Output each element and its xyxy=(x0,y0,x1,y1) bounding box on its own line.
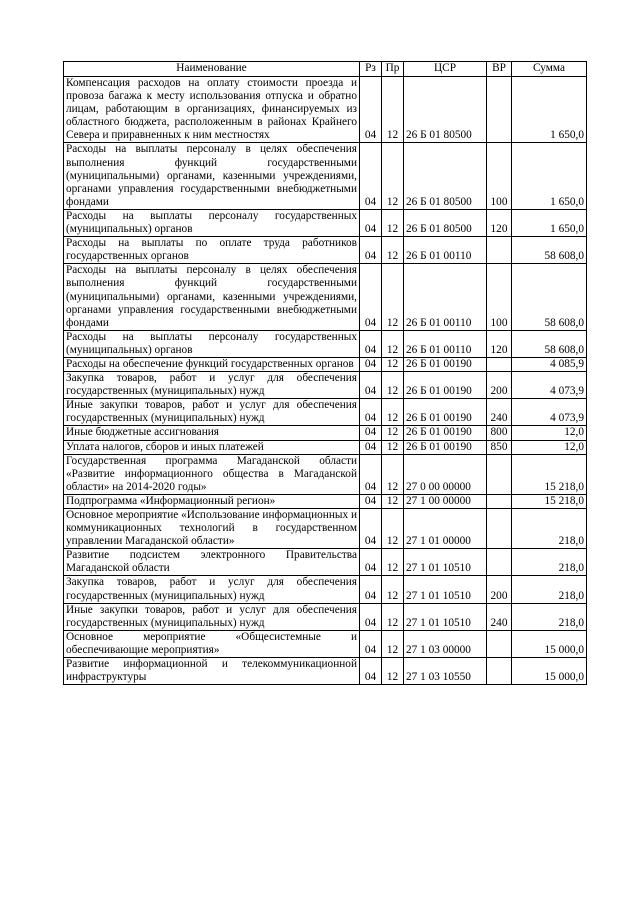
cell-name: Развитие информационной и телекоммуникационной инфраструктуры xyxy=(64,658,360,685)
cell-pr: 12 xyxy=(382,549,404,576)
cell-name: Иные закупки товаров, работ и услуг для обеспечения государственных (муниципальных) нужд xyxy=(64,603,360,630)
cell-name: Государственная программа Магаданской области «Развитие информационного общества в Магаданской области» на 2014-2020 годы» xyxy=(64,454,360,494)
cell-rz: 04 xyxy=(360,494,382,508)
cell-rz: 04 xyxy=(360,658,382,685)
cell-sum: 1 650,0 xyxy=(512,77,587,143)
cell-csr: 27 1 01 10510 xyxy=(404,603,487,630)
cell-rz: 04 xyxy=(360,426,382,440)
table-row xyxy=(64,494,587,508)
cell-sum: 1 650,0 xyxy=(512,209,587,236)
cell-name: Основное мероприятие «Использование информационных и коммуникационных технологий в государственном управлении Магаданской области» xyxy=(64,509,360,549)
cell-csr: 27 1 03 10550 xyxy=(404,658,487,685)
cell-sum: 15 000,0 xyxy=(512,658,587,685)
cell-name: Расходы на выплаты персоналу в целях обеспечения выполнения функций государственными (муниципальными) органами, казенными учреждениями, органами управления государственными внебюджетными фондами xyxy=(64,143,360,209)
cell-pr: 12 xyxy=(382,264,404,330)
table-body xyxy=(64,77,587,685)
cell-rz: 04 xyxy=(360,509,382,549)
cell-csr: 27 0 00 00000 xyxy=(404,454,487,494)
cell-rz: 04 xyxy=(360,603,382,630)
cell-vr: 100 xyxy=(487,264,512,330)
cell-csr: 26 Б 01 80500 xyxy=(404,77,487,143)
table-row xyxy=(64,399,587,426)
cell-rz: 04 xyxy=(360,549,382,576)
cell-sum: 15 218,0 xyxy=(512,494,587,508)
cell-name: Расходы на выплаты персоналу государственных (муниципальных) органов xyxy=(64,330,360,357)
cell-name: Расходы на обеспечение функций государственных органов xyxy=(64,357,360,371)
document-page xyxy=(63,61,587,685)
cell-csr: 27 1 03 00000 xyxy=(404,630,487,657)
cell-sum: 1 650,0 xyxy=(512,143,587,209)
table-row xyxy=(64,440,587,454)
cell-vr xyxy=(487,549,512,576)
cell-csr: 26 Б 01 00190 xyxy=(404,372,487,399)
cell-rz: 04 xyxy=(360,454,382,494)
cell-csr: 26 Б 01 00190 xyxy=(404,357,487,371)
cell-name: Подпрограмма «Информационный регион» xyxy=(64,494,360,508)
table-row xyxy=(64,576,587,603)
cell-vr: 120 xyxy=(487,330,512,357)
cell-rz: 04 xyxy=(360,440,382,454)
cell-vr xyxy=(487,630,512,657)
table-row xyxy=(64,330,587,357)
cell-vr: 850 xyxy=(487,440,512,454)
cell-rz: 04 xyxy=(360,237,382,264)
cell-csr: 26 Б 01 80500 xyxy=(404,209,487,236)
cell-sum: 4 073,9 xyxy=(512,372,587,399)
cell-sum: 218,0 xyxy=(512,509,587,549)
cell-rz: 04 xyxy=(360,209,382,236)
cell-sum: 218,0 xyxy=(512,549,587,576)
cell-name: Развитие подсистем электронного Правительства Магаданской области xyxy=(64,549,360,576)
cell-vr: 100 xyxy=(487,143,512,209)
cell-rz: 04 xyxy=(360,357,382,371)
table-row xyxy=(64,209,587,236)
cell-vr: 120 xyxy=(487,209,512,236)
cell-csr: 27 1 01 10510 xyxy=(404,549,487,576)
table-row xyxy=(64,77,587,143)
header-rz: Рз xyxy=(360,62,382,77)
cell-pr: 12 xyxy=(382,454,404,494)
header-sum: Сумма xyxy=(512,62,587,77)
cell-sum: 218,0 xyxy=(512,603,587,630)
cell-name: Компенсация расходов на оплату стоимости проезда и провоза багажа к месту использования отпуска и обратно лицам, работающим в организациях, финансируемых из областного бюджета, расположенным в районах Крайнего Севера и приравненных к ним местностях xyxy=(64,77,360,143)
cell-name: Расходы на выплаты персоналу в целях обеспечения выполнения функций государственными (муниципальными) органами, казенными учреждениями, органами управления государственными внебюджетными фондами xyxy=(64,264,360,330)
table-row xyxy=(64,264,587,330)
cell-rz: 04 xyxy=(360,330,382,357)
cell-name: Основное мероприятие «Общесистемные и обеспечивающие мероприятия» xyxy=(64,630,360,657)
cell-name: Закупка товаров, работ и услуг для обеспечения государственных (муниципальных) нужд xyxy=(64,372,360,399)
cell-vr xyxy=(487,658,512,685)
cell-csr: 26 Б 01 00110 xyxy=(404,330,487,357)
cell-name: Иные закупки товаров, работ и услуг для обеспечения государственных (муниципальных) нужд xyxy=(64,399,360,426)
cell-sum: 15 218,0 xyxy=(512,454,587,494)
budget-table xyxy=(63,61,587,685)
cell-rz: 04 xyxy=(360,399,382,426)
cell-csr: 27 1 01 00000 xyxy=(404,509,487,549)
cell-vr xyxy=(487,494,512,508)
cell-name: Расходы на выплаты персоналу государственных (муниципальных) органов xyxy=(64,209,360,236)
table-row xyxy=(64,237,587,264)
cell-sum: 58 608,0 xyxy=(512,264,587,330)
cell-pr: 12 xyxy=(382,357,404,371)
cell-pr: 12 xyxy=(382,576,404,603)
cell-pr: 12 xyxy=(382,426,404,440)
cell-sum: 58 608,0 xyxy=(512,330,587,357)
cell-pr: 12 xyxy=(382,658,404,685)
cell-sum: 58 608,0 xyxy=(512,237,587,264)
cell-vr xyxy=(487,454,512,494)
cell-rz: 04 xyxy=(360,372,382,399)
header-name: Наименование xyxy=(64,62,360,77)
cell-rz: 04 xyxy=(360,77,382,143)
cell-vr: 200 xyxy=(487,576,512,603)
header-row xyxy=(64,62,587,77)
cell-pr: 12 xyxy=(382,330,404,357)
cell-pr: 12 xyxy=(382,77,404,143)
table-header xyxy=(64,62,587,77)
cell-pr: 12 xyxy=(382,494,404,508)
cell-name: Расходы на выплаты по оплате труда работников государственных органов xyxy=(64,237,360,264)
table-row xyxy=(64,630,587,657)
table-row xyxy=(64,509,587,549)
cell-csr: 26 Б 01 80500 xyxy=(404,143,487,209)
table-row xyxy=(64,143,587,209)
cell-rz: 04 xyxy=(360,630,382,657)
cell-name: Иные бюджетные ассигнования xyxy=(64,426,360,440)
cell-csr: 27 1 01 10510 xyxy=(404,576,487,603)
cell-vr: 200 xyxy=(487,372,512,399)
cell-rz: 04 xyxy=(360,264,382,330)
table-row xyxy=(64,454,587,494)
cell-pr: 12 xyxy=(382,372,404,399)
header-csr: ЦСР xyxy=(404,62,487,77)
cell-vr xyxy=(487,237,512,264)
cell-csr: 26 Б 01 00190 xyxy=(404,399,487,426)
cell-vr xyxy=(487,77,512,143)
cell-name: Уплата налогов, сборов и иных платежей xyxy=(64,440,360,454)
cell-csr: 26 Б 01 00190 xyxy=(404,426,487,440)
cell-rz: 04 xyxy=(360,576,382,603)
cell-csr: 26 Б 01 00190 xyxy=(404,440,487,454)
cell-pr: 12 xyxy=(382,603,404,630)
table-row xyxy=(64,549,587,576)
header-vr: ВР xyxy=(487,62,512,77)
cell-sum: 4 073,9 xyxy=(512,399,587,426)
cell-rz: 04 xyxy=(360,143,382,209)
cell-csr: 26 Б 01 00110 xyxy=(404,264,487,330)
cell-pr: 12 xyxy=(382,209,404,236)
cell-sum: 12,0 xyxy=(512,426,587,440)
cell-sum: 218,0 xyxy=(512,576,587,603)
cell-csr: 26 Б 01 00110 xyxy=(404,237,487,264)
cell-sum: 15 000,0 xyxy=(512,630,587,657)
cell-sum: 4 085,9 xyxy=(512,357,587,371)
table-row xyxy=(64,357,587,371)
cell-vr: 240 xyxy=(487,399,512,426)
cell-vr: 800 xyxy=(487,426,512,440)
cell-pr: 12 xyxy=(382,509,404,549)
cell-pr: 12 xyxy=(382,440,404,454)
table-row xyxy=(64,658,587,685)
table-row xyxy=(64,603,587,630)
cell-pr: 12 xyxy=(382,143,404,209)
cell-vr xyxy=(487,509,512,549)
cell-vr: 240 xyxy=(487,603,512,630)
cell-pr: 12 xyxy=(382,399,404,426)
table-row xyxy=(64,426,587,440)
cell-pr: 12 xyxy=(382,630,404,657)
cell-pr: 12 xyxy=(382,237,404,264)
cell-name: Закупка товаров, работ и услуг для обеспечения государственных (муниципальных) нужд xyxy=(64,576,360,603)
cell-csr: 27 1 00 00000 xyxy=(404,494,487,508)
cell-vr xyxy=(487,357,512,371)
cell-sum: 12,0 xyxy=(512,440,587,454)
table-row xyxy=(64,372,587,399)
header-pr: Пр xyxy=(382,62,404,77)
